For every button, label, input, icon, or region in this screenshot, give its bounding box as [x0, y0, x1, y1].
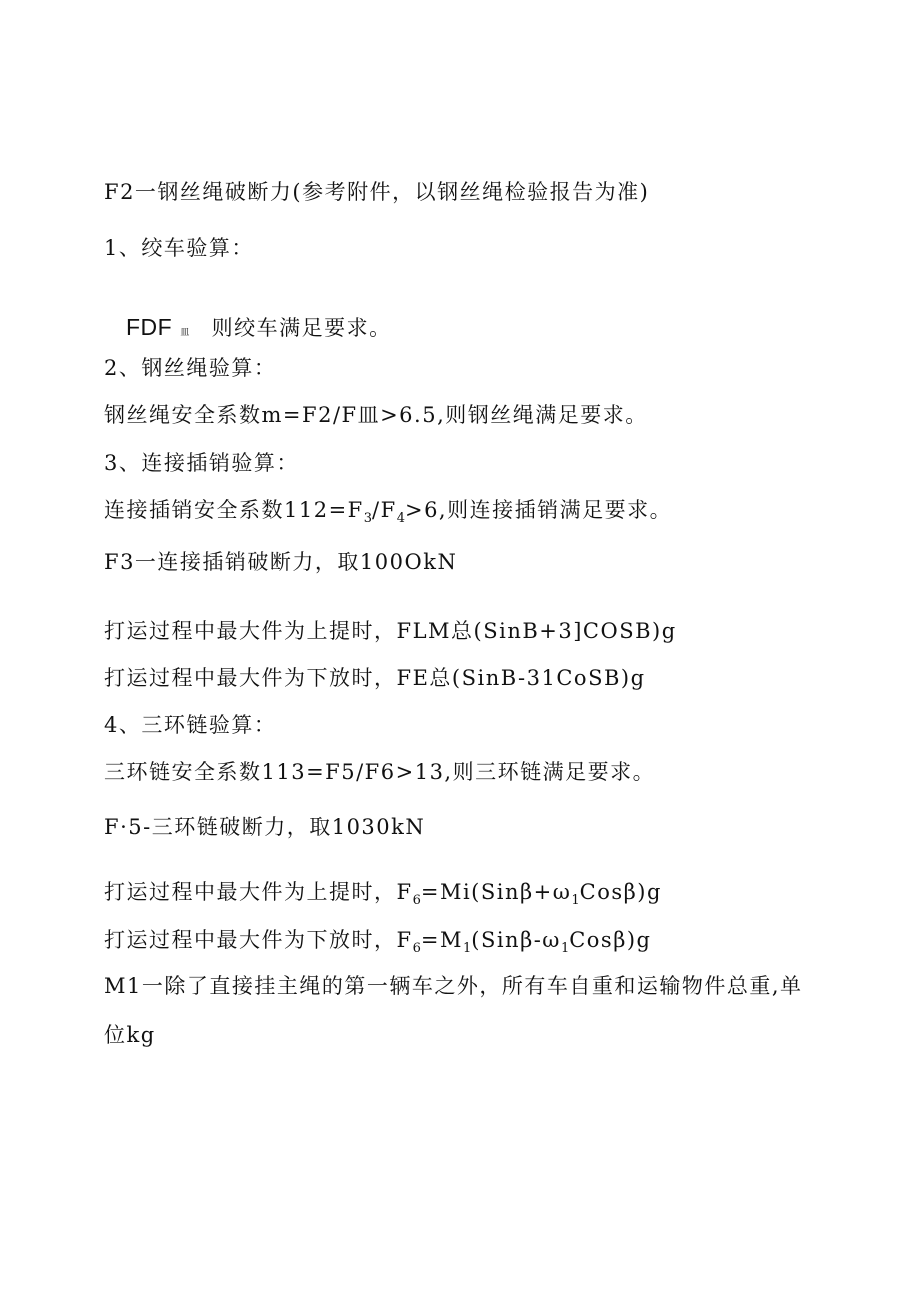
wire-rope-safety-factor: 钢丝绳安全系数m=F2/F皿>6.5,则钢丝绳满足要求。 [104, 403, 648, 427]
definition-f5: F·5-三环链破断力，取1030kN [104, 815, 426, 839]
heading-pin-check: 3、连接插销验算： [104, 451, 299, 475]
formula-fdf: FDF [126, 314, 173, 340]
pin-safety-factor: 连接插销安全系数$112=F_3/F_4>6$,则连接插销满足要求。 [104, 498, 673, 526]
chain-lift-formula: 打运过程中最大件为上提时，$F_6=Mi(Sin\beta+\omega_1Cos\beta)g$ [104, 880, 662, 908]
formula-mark: 皿 [180, 328, 190, 338]
definition-m1: M1一除了直接挂主绳的第一辆车之外，所有车自重和运输物件总重,单 [104, 974, 803, 998]
pin-lift-formula: 打运过程中最大件为上提时，FLM总(SinB+3]COSB)g [104, 619, 677, 643]
chain-safety-factor: 三环链安全系数113=F5/F6>13,则三环链满足要求。 [104, 760, 656, 784]
heading-chain-check: 4、三环链验算： [104, 713, 277, 737]
winch-condition [126, 316, 392, 339]
definition-f3: F3一连接插销破断力，取100OkN [104, 550, 458, 574]
chain-lower-formula: 打运过程中最大件为下放时，$F_6=M_1(Sin\beta-\omega_1Cos\beta)g$ [104, 928, 652, 956]
heading-wire-rope-check: 2、钢丝绳验算： [104, 356, 277, 380]
heading-winch-check: 1、绞车验算： [104, 236, 254, 260]
winch-condition-text: 则绞车满足要求。 [211, 316, 392, 340]
pin-lower-formula: 打运过程中最大件为下放时，FE总(SinB-31CoSB)g [104, 666, 646, 690]
definition-m1-unit: 位kg [104, 1023, 156, 1047]
definition-f2: F2一钢丝绳破断力(参考附件，以钢丝绳检验报告为准) [104, 180, 650, 204]
